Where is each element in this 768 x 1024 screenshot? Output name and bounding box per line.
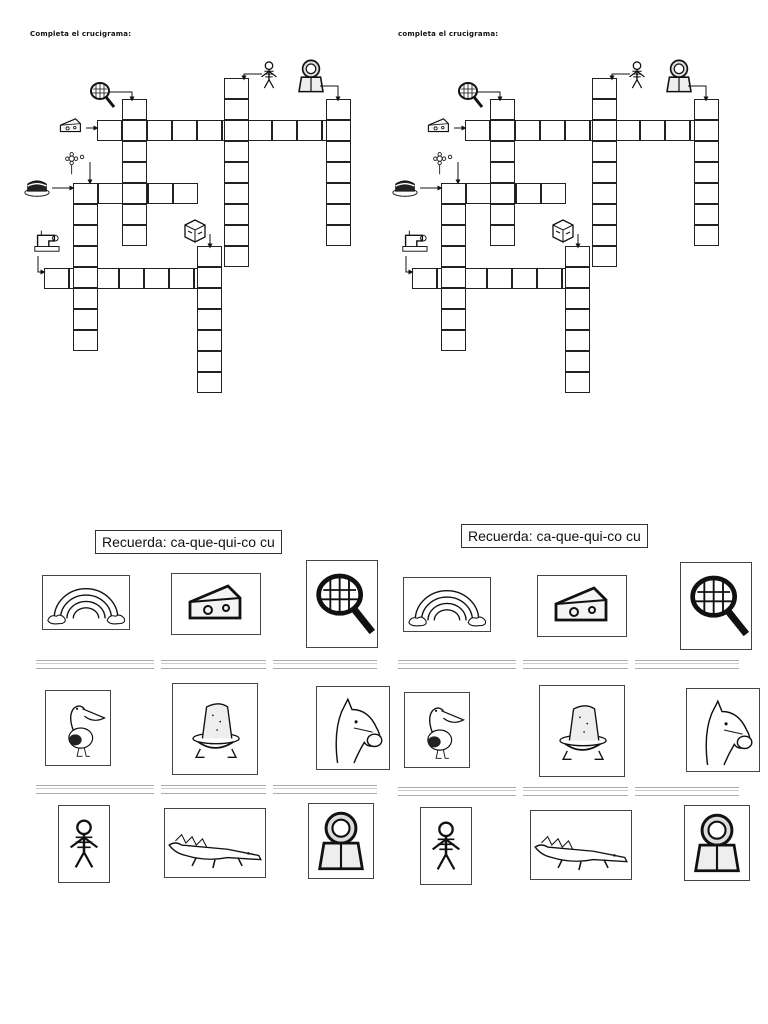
writing-line[interactable] — [273, 785, 377, 794]
rainbow-icon — [42, 575, 130, 630]
skeleton-icon — [420, 807, 472, 885]
skeleton-icon — [58, 805, 110, 883]
pelican-icon — [45, 690, 111, 766]
writing-line[interactable] — [523, 660, 628, 669]
tennis-racket-icon — [680, 562, 752, 650]
writing-line[interactable] — [398, 660, 516, 669]
cradle-icon — [539, 685, 625, 777]
cheese-icon — [171, 573, 261, 635]
cradle-icon — [172, 683, 258, 775]
writing-line[interactable] — [635, 787, 739, 796]
tennis-racket-icon — [306, 560, 378, 648]
writing-line[interactable] — [523, 787, 628, 796]
right-crossword-title: completa el crucigrama: — [398, 30, 499, 38]
writing-line[interactable] — [398, 787, 516, 796]
pelican-icon — [404, 692, 470, 768]
writing-line[interactable] — [161, 660, 266, 669]
right-recuerda-box: Recuerda: ca-que-qui-co cu — [461, 524, 648, 548]
writing-line[interactable] — [273, 660, 377, 669]
horse-icon — [316, 686, 390, 770]
writing-line[interactable] — [36, 660, 154, 669]
left-crossword-title: Completa el crucigrama: — [30, 30, 132, 38]
right-crossword-grid — [0, 0, 768, 420]
crocodile-icon — [164, 808, 266, 878]
left-recuerda-box: Recuerda: ca-que-qui-co cu — [95, 530, 282, 554]
rainbow-icon — [403, 577, 491, 632]
writing-line[interactable] — [36, 785, 154, 794]
crocodile-icon — [530, 810, 632, 880]
eskimo-icon — [684, 805, 750, 881]
writing-line[interactable] — [635, 660, 739, 669]
eskimo-icon — [308, 803, 374, 879]
horse-icon — [686, 688, 760, 772]
writing-line[interactable] — [161, 785, 266, 794]
cheese-icon — [537, 575, 627, 637]
